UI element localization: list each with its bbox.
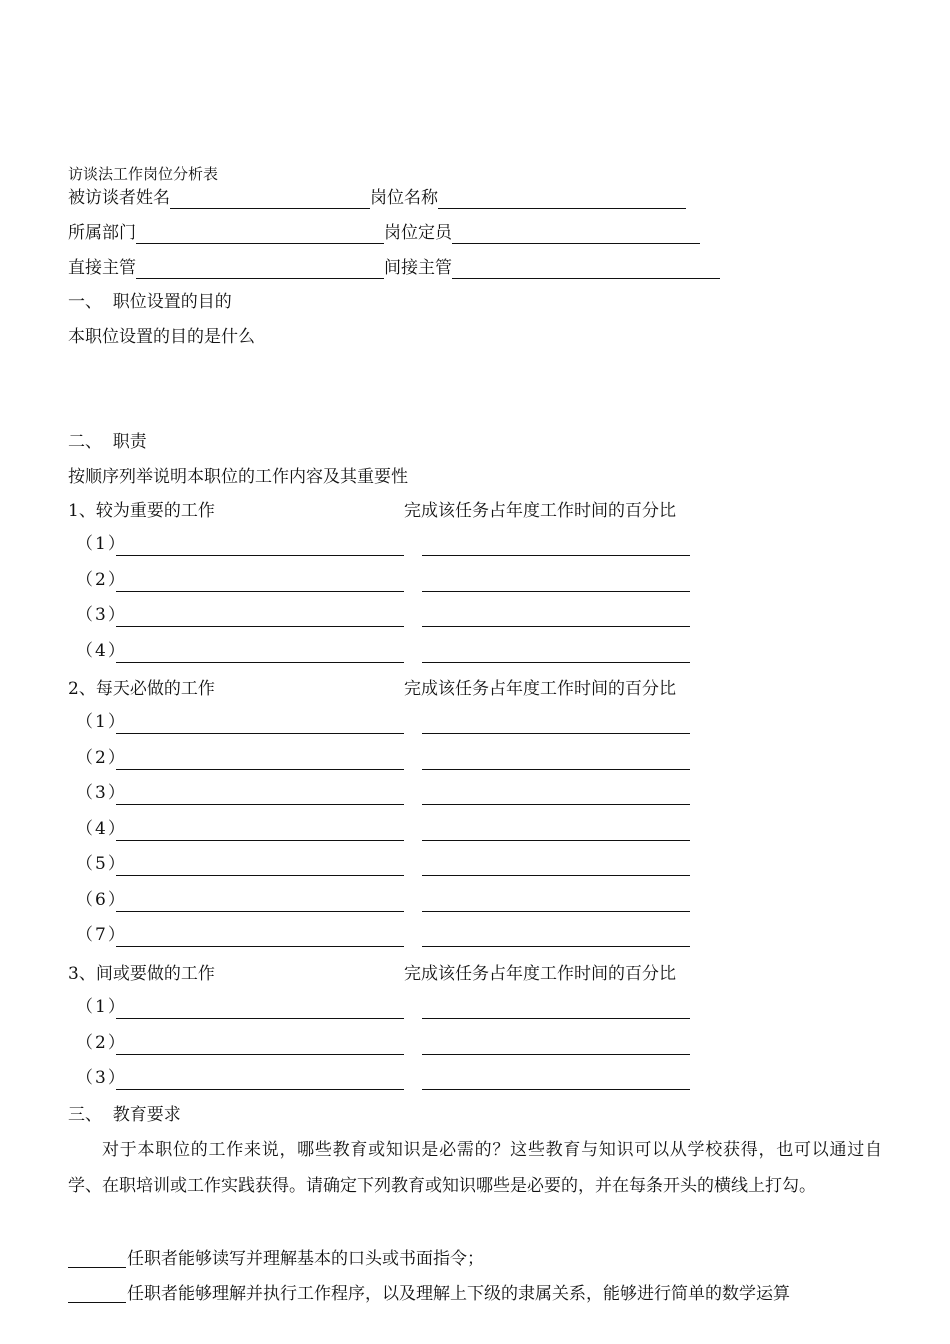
education-option [68,1247,484,1270]
duty-percent-field[interactable] [422,1018,690,1019]
duty-group-header [68,500,676,522]
education-paragraph: 对于本职位的工作来说，哪些教育或知识是必需的？这些教育与知识可以从学校获得，也可以通过自学、在职培训或工作实践获得。请确定下列教育或知识哪些是必要的，并在每条开头的横线上打勾。 [68,1140,882,1196]
duty-percent-field[interactable] [422,733,690,734]
direct-supervisor-field[interactable] [136,258,384,279]
duty-percent-field[interactable] [422,1089,690,1090]
duty-description-field[interactable] [116,733,404,734]
percent-column-label: 完成该任务占年度工作时间的百分比 [404,679,676,699]
percent-column-label: 完成该任务占年度工作时间的百分比 [404,964,676,984]
section2-heading: 二、 职责 [68,432,147,452]
duty-percent-field[interactable] [422,804,690,805]
duty-row-number: （4） [76,818,127,839]
duty-group-label: 2、每天必做的工作 [68,679,215,699]
department-row [68,222,700,244]
duty-row-number: （3） [76,783,127,803]
interviewee-name-row [68,187,686,209]
section1-heading: 一、 职位设置的目的 [68,292,232,312]
duty-description-field[interactable] [116,1089,404,1090]
form-title: 访谈法工作岗位分析表 [68,165,219,183]
interviewee-name-field[interactable] [170,188,370,209]
duty-percent-field[interactable] [422,1054,690,1055]
duty-row-number: （1） [76,712,127,732]
section1-question: 本职位设置的目的是什么 [68,327,255,347]
duty-description-field[interactable] [116,1054,404,1055]
duty-description-field[interactable] [116,911,404,912]
duty-group-label: 1、较为重要的工作 [68,501,215,521]
checkbox-blank-field[interactable] [68,1247,126,1268]
position-headcount-label: 岗位定员 [384,223,452,243]
indirect-supervisor-field[interactable] [452,258,720,279]
duty-group-label: 3、间或要做的工作 [68,964,215,984]
duty-description-field[interactable] [116,662,404,663]
duty-percent-field[interactable] [422,591,690,592]
education-option [68,1282,790,1305]
interviewee-name-label: 被访谈者姓名 [68,188,170,208]
duty-row-number: （1） [76,534,127,554]
duty-percent-field[interactable] [422,840,690,841]
duty-description-field[interactable] [116,591,404,592]
position-name-label: 岗位名称 [370,188,438,208]
duty-row-number: （1） [76,997,127,1017]
duty-row-number: （4） [76,640,127,661]
duty-percent-field[interactable] [422,946,690,947]
duty-row-number: （7） [76,925,127,945]
duty-description-field[interactable] [116,555,404,556]
section2-intro: 按顺序列举说明本职位的工作内容及其重要性 [68,467,408,487]
duty-description-field[interactable] [116,946,404,947]
duty-row-number: （2） [76,569,127,590]
duty-description-field[interactable] [116,804,404,805]
supervisor-row [68,257,720,279]
duty-percent-field[interactable] [422,555,690,556]
duty-percent-field[interactable] [422,875,690,876]
duty-percent-field[interactable] [422,626,690,627]
duty-group-header [68,963,676,985]
duty-group-header [68,678,676,700]
duty-row-number: （3） [76,605,127,625]
department-label: 所属部门 [68,223,136,243]
department-field[interactable] [136,223,384,244]
duty-row-number: （3） [76,1068,127,1088]
section3-heading: 三、 教育要求 [68,1105,181,1125]
duty-row-number: （2） [76,1032,127,1053]
duty-percent-field[interactable] [422,769,690,770]
education-option-text: 任职者能够读写并理解基本的口头或书面指令； [127,1249,484,1269]
duty-description-field[interactable] [116,840,404,841]
duty-row-number: （2） [76,747,127,768]
duty-description-field[interactable] [116,875,404,876]
percent-column-label: 完成该任务占年度工作时间的百分比 [404,501,676,521]
duty-percent-field[interactable] [422,911,690,912]
education-option-text: 任职者能够理解并执行工作程序，以及理解上下级的隶属关系，能够进行简单的数学运算 [127,1284,790,1304]
indirect-supervisor-label: 间接主管 [384,258,452,278]
duty-percent-field[interactable] [422,662,690,663]
duty-description-field[interactable] [116,769,404,770]
duty-description-field[interactable] [116,1018,404,1019]
duty-row-number: （6） [76,889,127,910]
position-headcount-field[interactable] [452,223,700,244]
checkbox-blank-field[interactable] [68,1282,126,1303]
direct-supervisor-label: 直接主管 [68,258,136,278]
duty-description-field[interactable] [116,626,404,627]
duty-row-number: （5） [76,854,127,874]
position-name-field[interactable] [438,188,686,209]
